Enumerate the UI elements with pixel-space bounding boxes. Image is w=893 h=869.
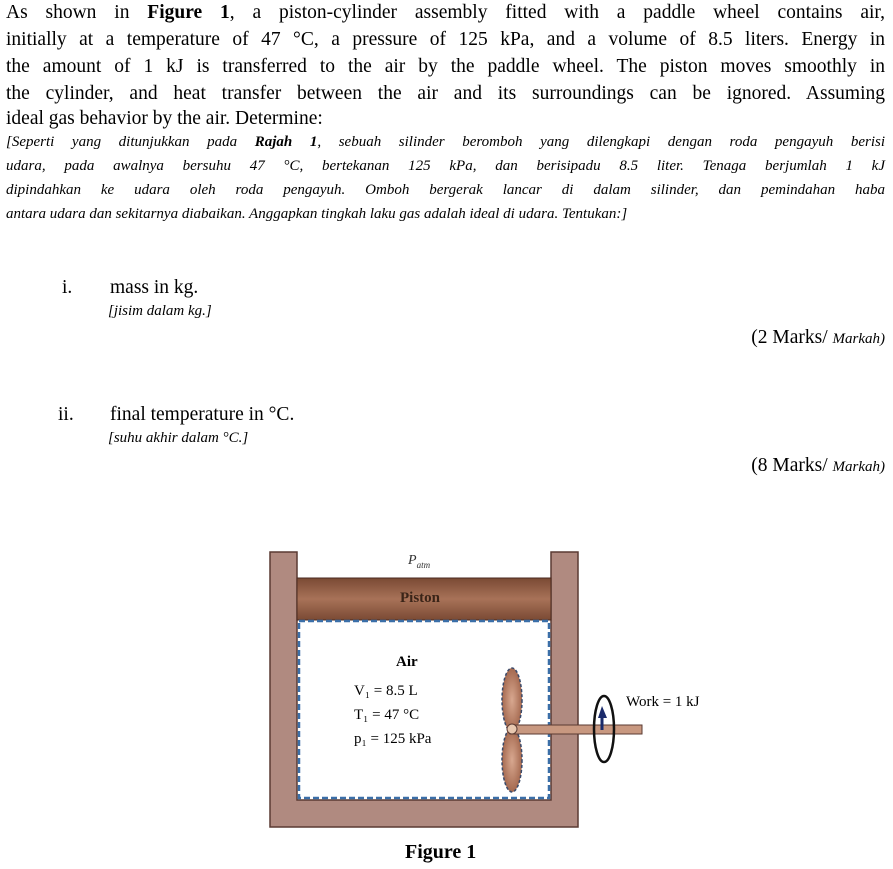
air-label: Air [396,654,418,670]
part-text-malay: [jisim dalam kg.] [108,303,212,319]
marks-label: (2 Marks/ [751,327,828,348]
text-line: antara udara dan sekitarnya diabaikan. Anggapkan tingkah laku gas adalah ideal di udara. Tentukan:] [6,206,628,222]
text-line: dipindahkan ke udara oleh roda pengayuh. Omboh bergerak lancar di dalam silinder, dan pemindahan haba [6,182,885,198]
text-line: the amount of 1 kJ is transferred to the air by the paddle wheel. The piston moves smoothly in [6,56,885,77]
marks-label-malay: Markah) [832,331,885,347]
paddle-blade-top [502,668,522,732]
work-label: Work = 1 kJ [626,694,700,710]
pressure-label: p₁ = 125 kPa [354,731,432,747]
marks-label: (8 Marks/ [751,455,828,476]
text-line: [Seperti yang ditunjukkan pada Rajah 1, sebuah silinder beromboh yang dilengkapi dengan roda pengayuh berisi [6,134,886,150]
patm-label: $P_{atm}$ [408,553,431,570]
marks-label-malay: Markah) [832,459,885,475]
part-text: final temperature in °C. [110,404,295,425]
part-number: i. [62,277,73,298]
text-line: the cylinder, and heat transfer between the air and its surroundings can be ignored. Assuming [6,83,885,104]
text-line: initially at a temperature of 47 °C, a pressure of 125 kPa, and a volume of 8.5 liters. Energy in [6,29,885,50]
paddle-shaft [510,725,642,734]
part-text: mass in kg. [110,277,199,298]
text-line: udara, pada awalnya bersuhu 47 °C, bertekanan 125 kPa, dan berisipadu 8.5 liter. Tenaga berjumlah 1 kJ [6,158,885,174]
part-text-malay: [suhu akhir dalam °C.] [108,430,249,446]
figure-caption: Figure 1 [405,841,477,863]
piston-label: Piston [400,590,441,606]
text-line: As shown in Figure 1, a piston-cylinder assembly fitted with a paddle wheel contains air, [6,2,885,23]
temperature-label: T₁ = 47 °C [354,707,420,723]
paddle-blade-bottom [502,728,522,792]
text-line: ideal gas behavior by the air. Determine: [6,108,323,129]
volume-label: V₁ = 8.5 L [354,683,418,699]
part-number: ii. [58,404,74,425]
